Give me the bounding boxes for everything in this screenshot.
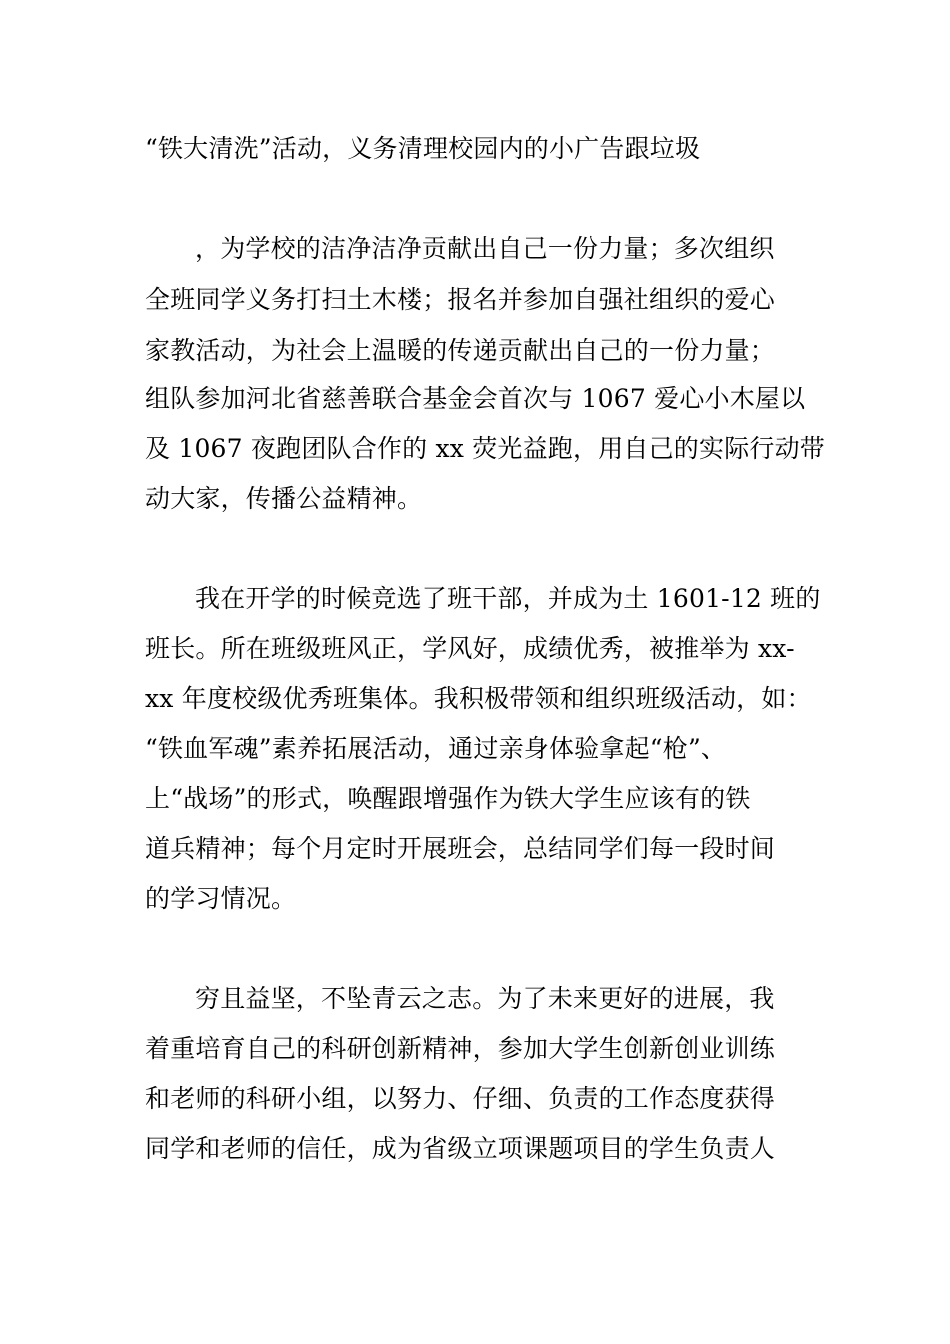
text-line: 班长。所在班级班风正，学风好，成绩优秀，被推举为 xx- [145,634,795,663]
text-line: xx 年度校级优秀班集体。我积极带领和组织班级活动，如： [145,684,812,713]
text-line: 穷且益坚，不坠青云之志。为了未来更好的进展，我 [195,984,775,1013]
text-line: 组队参加河北省慈善联合基金会首次与 1067 爱心小木屋以 [145,384,806,413]
text-line: 全班同学义务打扫土木楼；报名并参加自强社组织的爱心 [145,285,776,314]
text-line: 的学习情况。 [145,884,297,913]
text-line: ，为学校的洁净洁净贡献出自己一份力量；多次组织 [195,234,775,263]
text-line: 同学和老师的信任，成为省级立项课题项目的学生负责人 [145,1134,776,1163]
text-line: 家教活动，为社会上温暖的传递贡献出自己的一份力量； [145,336,776,365]
text-line: 及 1067 夜跑团队合作的 xx 荧光益跑，用自己的实际行动带 [145,434,826,463]
text-line: “铁大清洗”活动，义务清理校园内的小广告跟垃圾 [145,134,701,163]
text-line: 我在开学的时候竞选了班干部，并成为土 1601-12 班的 [195,584,821,613]
text-line: 着重培育自己的科研创新精神，参加大学生创新创业训练 [145,1034,776,1063]
text-line: 上“战场”的形式，唤醒跟增强作为铁大学生应该有的铁 [145,784,751,813]
text-line: 动大家，传播公益精神。 [145,484,423,513]
text-line: 和老师的科研小组，以努力、仔细、负责的工作态度获得 [145,1084,776,1113]
text-line: “铁血军魂”素养拓展活动，通过亲身体验拿起“枪”、 [145,734,727,763]
text-line: 道兵精神；每个月定时开展班会，总结同学们每一段时间 [145,834,776,863]
